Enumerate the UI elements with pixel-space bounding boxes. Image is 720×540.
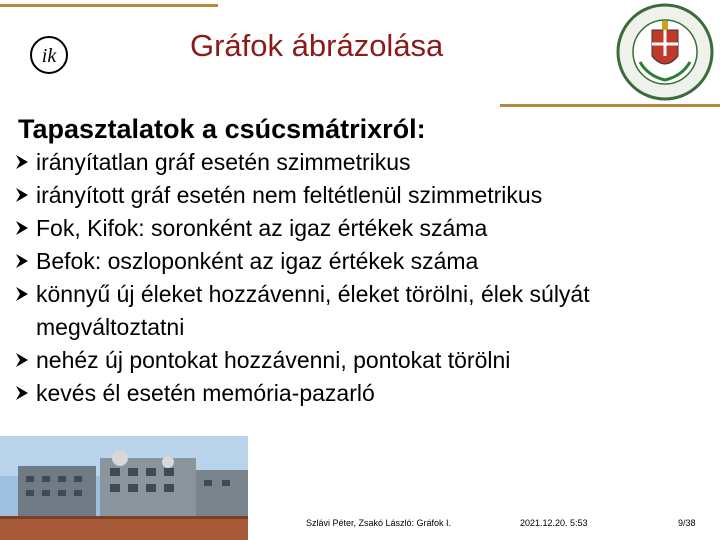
section-heading: Tapasztalatok a csúcsmátrixról:: [18, 114, 426, 144]
bullet-text: Fok, Kifok: soronként az igaz értékek száma: [36, 215, 488, 241]
bullet-text: kevés él esetén memória-pazarló: [36, 380, 375, 406]
bullet-item: [14, 179, 718, 212]
bullet-list: [14, 146, 718, 410]
arrow-bullet-icon: [14, 286, 30, 302]
bullet-text: Befok: oszloponként az igaz értékek száma: [36, 248, 479, 274]
bullet-item: [14, 212, 718, 245]
bullet-text: könnyű új éleket hozzávenni, éleket törölni, élek súlyát megváltoztatni: [36, 281, 590, 340]
footer-date: 2021.12.20. 5:53: [520, 518, 588, 528]
slide-title: Gráfok ábrázolása: [190, 28, 444, 63]
arrow-bullet-icon: [14, 385, 30, 401]
bullet-text: irányított gráf esetén nem feltétlenül szimmetrikus: [36, 182, 543, 208]
arrow-bullet-icon: [14, 220, 30, 236]
bullet-text: nehéz új pontokat hozzávenni, pontokat törölni: [36, 347, 511, 373]
arrow-bullet-icon: [14, 187, 30, 203]
bullet-item: [14, 344, 718, 377]
right-rule: [500, 104, 720, 107]
ik-logo-icon: [28, 34, 70, 76]
university-seal-icon: [612, 0, 718, 104]
arrow-bullet-icon: [14, 352, 30, 368]
ik-logo-text: ik: [41, 45, 57, 67]
bullet-item: [14, 377, 718, 410]
building-photo: [0, 436, 248, 540]
arrow-bullet-icon: [14, 154, 30, 170]
footer-page-number: 9/38: [678, 518, 696, 528]
bullet-item: [14, 245, 718, 278]
bullet-text: irányítatlan gráf esetén szimmetrikus: [36, 149, 411, 175]
arrow-bullet-icon: [14, 253, 30, 269]
top-left-rule: [0, 4, 218, 7]
bullet-item: [14, 278, 718, 344]
footer-author: Szlávi Péter, Zsakó László: Gráfok I.: [306, 518, 452, 528]
bullet-item: [14, 146, 718, 179]
